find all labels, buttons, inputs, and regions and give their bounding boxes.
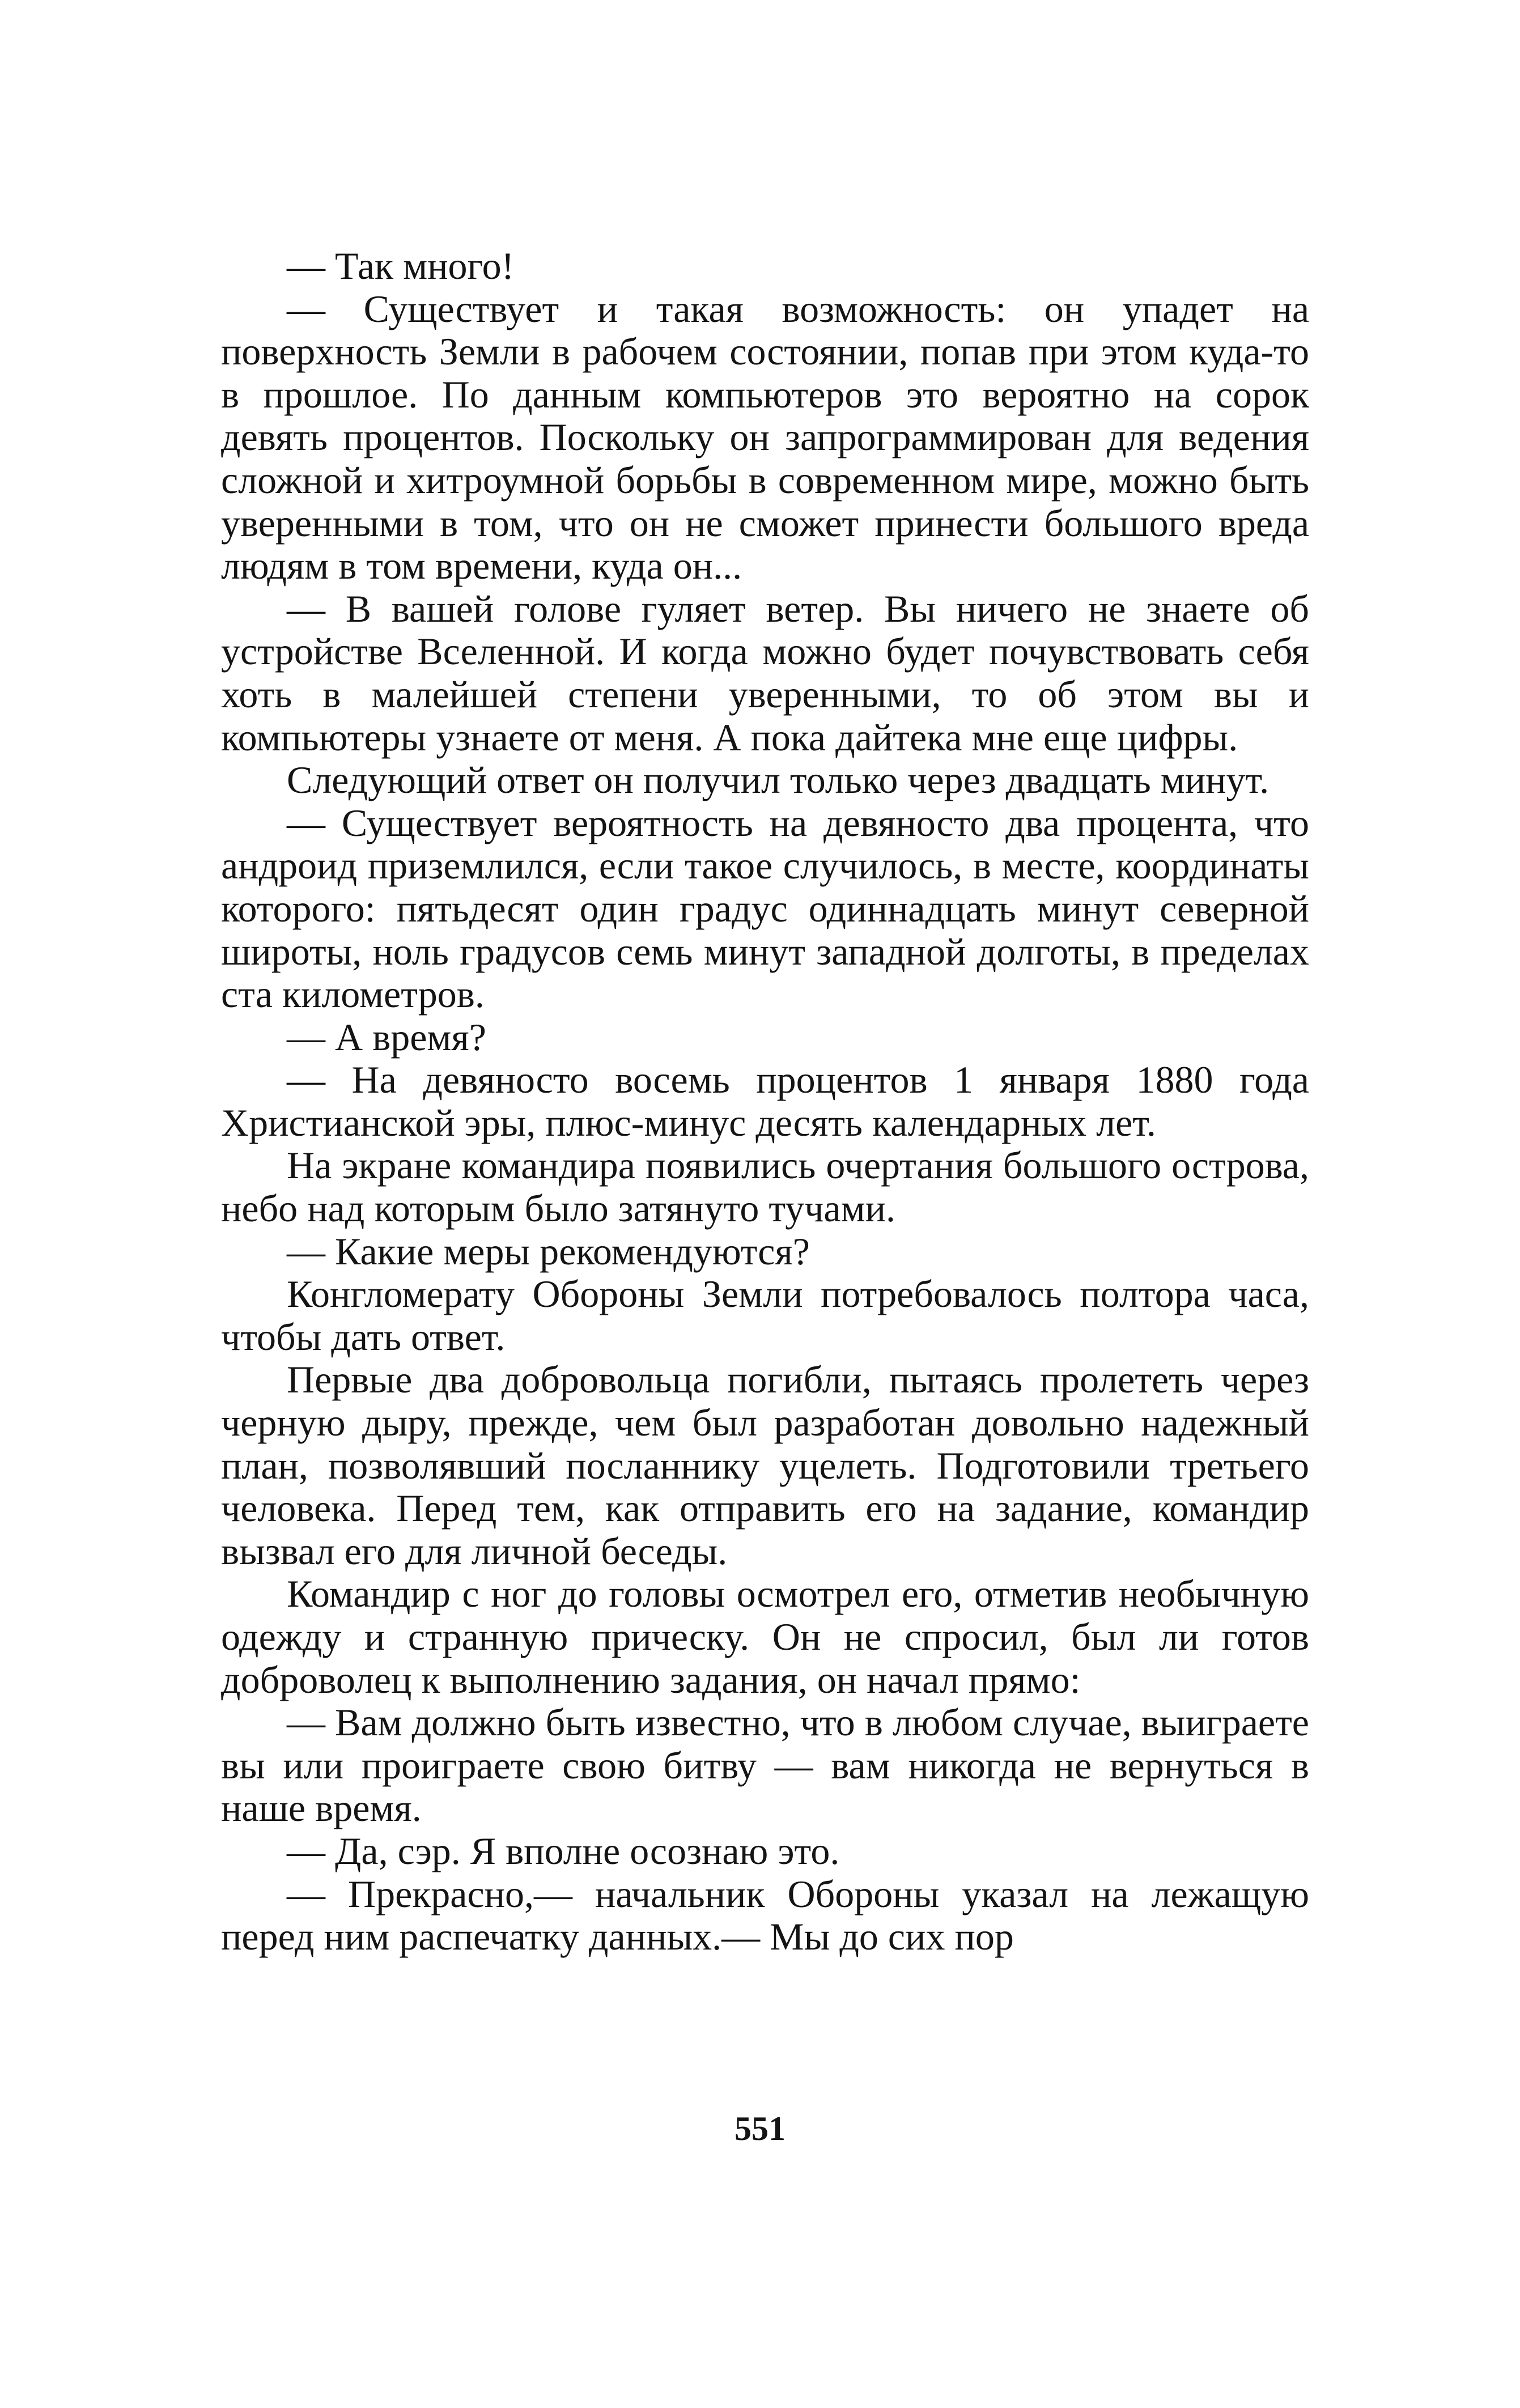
paragraph-9: — Какие меры рекомендуются?: [287, 1229, 810, 1273]
paragraph-11: Первые два добровольца погибли, пытаясь пролететь через черную дыру, прежде, чем был разработан довольно надежный план, позволявший посланнику уцелеть. Подготовили третьего человека. Перед тем, как отправить его на задание, командир вызвал его для личной беседы.: [221, 1358, 1309, 1573]
paragraph-1: — Так много!: [287, 244, 515, 287]
page-number: 551: [734, 2110, 786, 2147]
paragraph-13: — Вам должно быть известно, что в любом случае, выиграете вы или проиграете свою битву — вам никогда не вернуться в наше время.: [221, 1701, 1309, 1830]
paragraph-10: Конгломерату Обороны Земли потребовалось полтора часа, чтобы дать ответ.: [221, 1272, 1309, 1358]
paragraph-5: — Существует вероятность на девяносто два процента, что андроид приземлился, если такое случилось, в месте, координаты которого: пятьдесят один градус одиннадцать минут северной широты, ноль градусов семь минут западной долготы, в пределах ста километров.: [221, 801, 1309, 1016]
body-text: [221, 245, 1309, 1959]
paragraph-6: — А время?: [287, 1015, 486, 1059]
paragraph-4: Следующий ответ он получил только через двадцать минут.: [287, 758, 1270, 802]
paragraph-7: — На девяносто восемь процентов 1 января 1880 года Христианской эры, плюс-минус десять календарных лет.: [221, 1058, 1309, 1144]
paragraph-2: — Существует и такая возможность: он упадет на поверхность Земли в рабочем состоянии, попав при этом куда-то в прошлое. По данным компьютеров это вероятно на сорок девять процентов. Поскольку он запрограммирован для ведения сложной и хитроумной борьбы в современном мире, можно быть уверенными в том, что он не сможет принести большого вреда людям в том времени, куда он...: [221, 287, 1309, 588]
paragraph-12: Командир с ног до головы осмотрел его, отметив необычную одежду и странную прическу. Он не спросил, был ли готов доброволец к выполнению задания, он начал прямо:: [221, 1572, 1309, 1701]
paragraph-14: — Да, сэр. Я вполне осознаю это.: [287, 1829, 840, 1872]
paragraph-8: На экране командира появились очертания большого острова, небо над которым было затянуто тучами.: [221, 1144, 1309, 1230]
paragraph-3: — В вашей голове гуляет ветер. Вы ничего не знаете об устройстве Вселенной. И когда можно будет почувствовать себя хоть в малейшей степени уверенными, то об этом вы и компьютеры узнаете от меня. А пока дайтека мне еще цифры.: [221, 587, 1309, 759]
paragraph-15: — Прекрасно,— начальник Обороны указал на лежащую перед ним распечатку данных.— Мы до сих пор: [221, 1872, 1309, 1959]
